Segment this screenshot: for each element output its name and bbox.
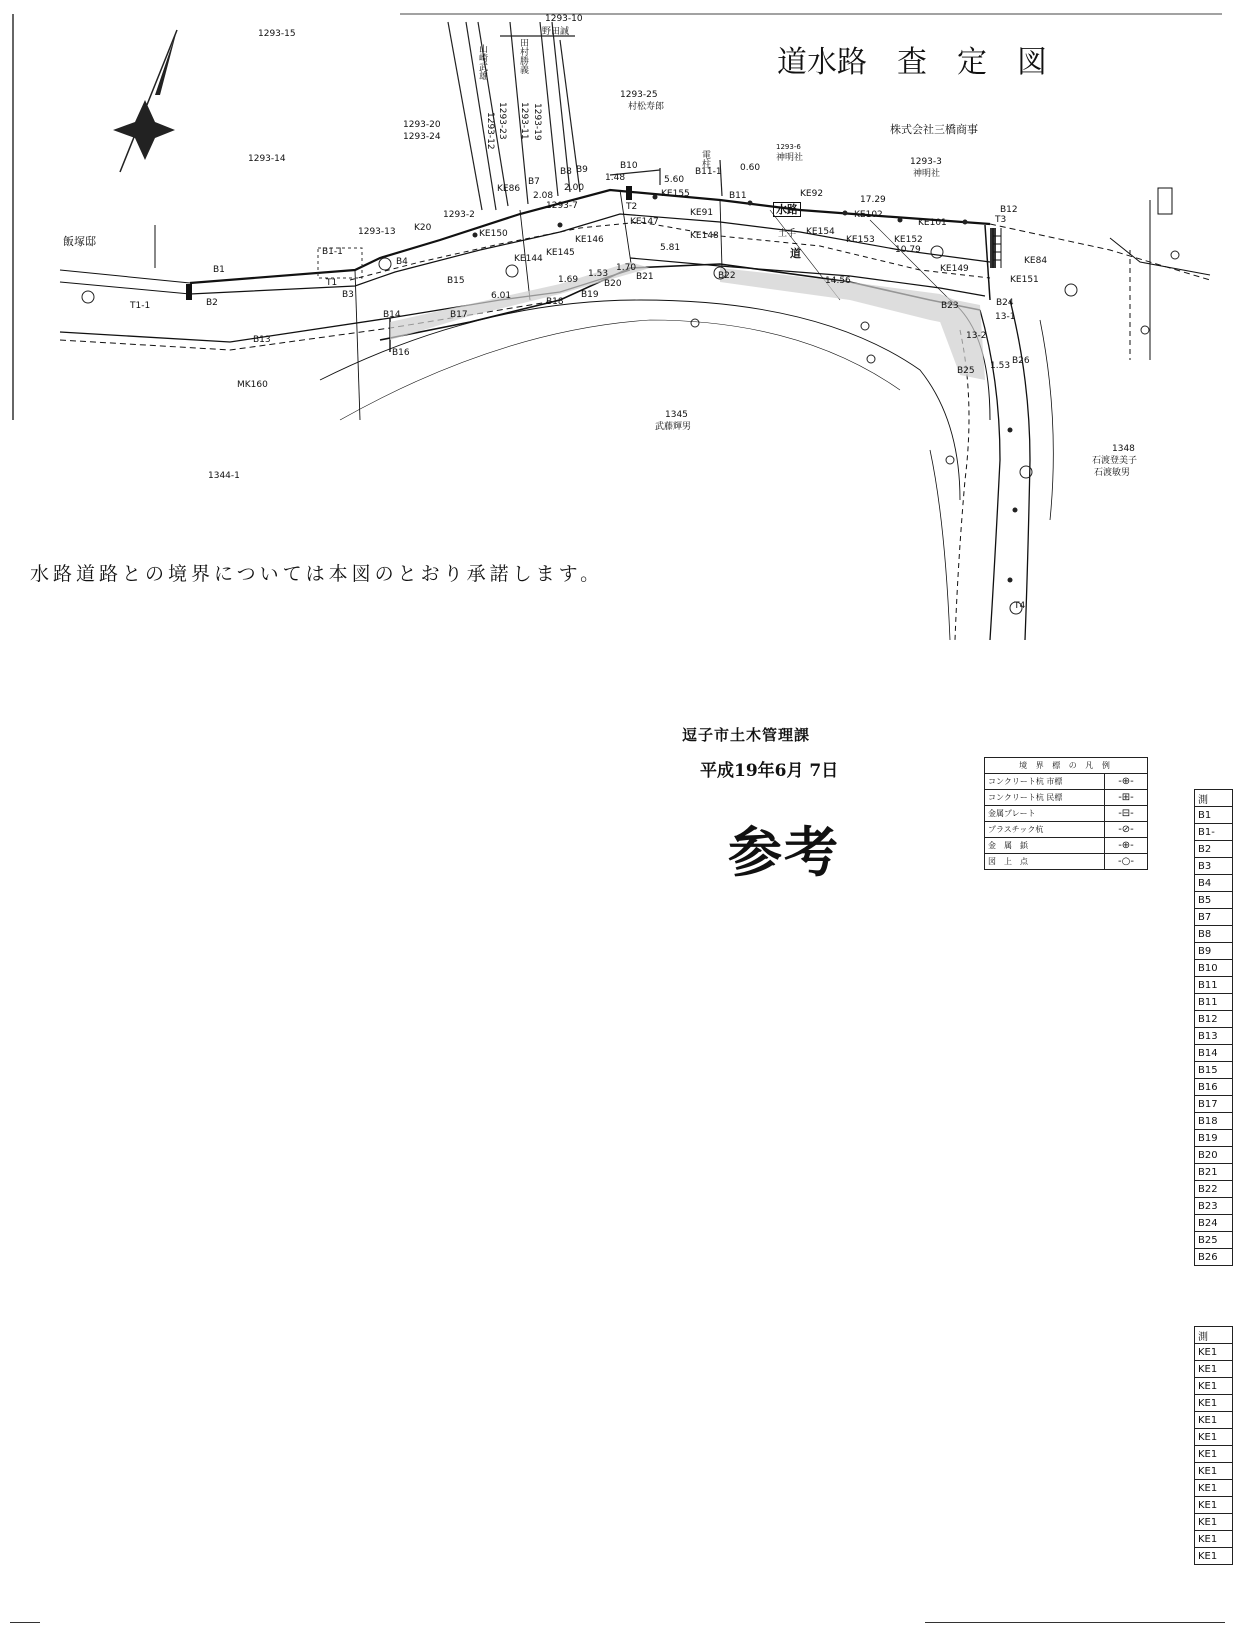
- table-row: KE1: [1195, 1361, 1233, 1378]
- table-row: B2: [1195, 841, 1233, 858]
- point-label: MK160: [237, 380, 268, 390]
- point-label: B26: [1012, 356, 1030, 366]
- table-row: B18: [1195, 1113, 1233, 1130]
- point-label: KE154: [806, 227, 835, 237]
- approval-date: 平成19年6月 7日: [700, 761, 839, 781]
- b-point-table: [1194, 789, 1233, 1266]
- distance-label: 6.01: [491, 291, 512, 301]
- point-label: B23: [941, 301, 959, 311]
- divider: [925, 1622, 1225, 1623]
- owner-label: 石渡敏男: [1094, 468, 1131, 478]
- legend-label: コンクリート杭 市標: [985, 774, 1105, 790]
- table-row: KE1: [1195, 1463, 1233, 1480]
- parcel-label: 1293-14: [248, 154, 286, 164]
- distance-label: 1.70: [616, 263, 637, 273]
- point-label: B13: [253, 335, 271, 345]
- distance-label: 5.60: [664, 175, 685, 185]
- table-row: B7: [1195, 909, 1233, 926]
- metal-rivet-marker-icon: -⊕-: [1105, 838, 1148, 854]
- point-label: KE102: [854, 210, 883, 220]
- point-label: KE153: [846, 235, 875, 245]
- distance-label: 1.69: [558, 275, 579, 285]
- table-row: B22: [1195, 1181, 1233, 1198]
- table-row: KE1: [1195, 1531, 1233, 1548]
- point-label: B20: [604, 279, 622, 289]
- distance-label: 1.48: [605, 173, 626, 183]
- distance-label: 1.53: [990, 361, 1011, 371]
- point-label: 13-1: [995, 312, 1016, 322]
- legend-label: 金属プレート: [985, 806, 1105, 822]
- distance-label: 2.08: [533, 191, 554, 201]
- distance-label: 17.29: [860, 195, 886, 205]
- table-row: B16: [1195, 1079, 1233, 1096]
- point-label: KE150: [479, 229, 508, 239]
- consent-statement: 水路道路との境界については本図のとおり承諾します。: [30, 563, 604, 585]
- parcel-label: 1293-25: [620, 90, 658, 100]
- point-label: B21: [636, 272, 654, 282]
- parcel-label: 1293-3: [910, 157, 942, 167]
- ke-point-table: [1194, 1326, 1233, 1565]
- parcel-label: 1348: [1112, 444, 1135, 454]
- owner-label: 神明社: [913, 169, 941, 179]
- distance-label: 1.53: [588, 269, 609, 279]
- table-row: KE1: [1195, 1497, 1233, 1514]
- parcel-label: 1293-7: [546, 201, 578, 211]
- owner-label: 山崎武雄: [477, 44, 487, 80]
- point-label: KE146: [575, 235, 604, 245]
- point-label: KE101: [918, 218, 947, 228]
- point-label: B1-1: [322, 247, 343, 257]
- table-row: B1: [1195, 807, 1233, 824]
- table-row: B5: [1195, 892, 1233, 909]
- owner-label: 野田誠: [542, 27, 570, 37]
- owner-label: 石渡登美子: [1092, 456, 1138, 466]
- north-arrow-icon: [113, 30, 177, 172]
- table-row: B4: [1195, 875, 1233, 892]
- parcel-label: 1293-6: [776, 143, 801, 151]
- legend-label: コンクリート杭 民標: [985, 790, 1105, 806]
- point-label: KE155: [661, 189, 690, 199]
- point-label: KE91: [690, 208, 714, 218]
- parcel-label: 1345: [665, 410, 688, 420]
- point-label: KE144: [514, 254, 543, 264]
- point-label: B25: [957, 366, 975, 376]
- point-label: B17: [450, 310, 468, 320]
- table-header: 測: [1195, 790, 1233, 807]
- table-row: B26: [1195, 1249, 1233, 1266]
- company-name: 株式会社三橋商事: [890, 123, 978, 136]
- table-header: 測: [1195, 1327, 1233, 1344]
- boundary-marker-legend: [984, 757, 1148, 870]
- owner-label: 神明社: [776, 153, 804, 163]
- owner-label: 村松寿郎: [628, 102, 665, 112]
- point-label: 13-2: [966, 331, 987, 341]
- point-label: B3: [342, 290, 354, 300]
- table-row: B9: [1195, 943, 1233, 960]
- parcel-label: 1293-12: [485, 112, 495, 150]
- legend-label: 金 属 鋲: [985, 838, 1105, 854]
- point-label: B22: [718, 271, 736, 281]
- map-point-marker-icon: -○-: [1105, 854, 1148, 870]
- point-label: B14: [383, 310, 401, 320]
- point-label: KE147: [630, 217, 659, 227]
- metal-plate-marker-icon: -⊟-: [1105, 806, 1148, 822]
- point-label: B11-1: [695, 167, 722, 177]
- table-row: B25: [1195, 1232, 1233, 1249]
- point-label: B4: [396, 257, 408, 267]
- parcel-label: 1293-20: [403, 120, 441, 130]
- road-label: 道: [790, 247, 801, 260]
- distance-label: 2.00: [564, 183, 585, 193]
- point-label: T1-1: [130, 301, 151, 311]
- point-label: KE148: [690, 231, 719, 241]
- table-row: B1-: [1195, 824, 1233, 841]
- parcel-label: 1293-11: [519, 102, 529, 140]
- point-label: T1: [326, 278, 338, 288]
- point-label: B11: [729, 191, 747, 201]
- point-label: B12: [1000, 205, 1018, 215]
- point-label: KE149: [940, 264, 969, 274]
- distance-label: 5.81: [660, 243, 681, 253]
- reference-stamp: 参考: [728, 820, 840, 884]
- legend-title: 境 界 標 の 凡 例: [985, 758, 1148, 774]
- point-label: B16: [392, 348, 410, 358]
- parcel-label: 1293-24: [403, 132, 441, 142]
- concrete-private-marker-icon: -⊞-: [1105, 790, 1148, 806]
- point-label: B10: [620, 161, 638, 171]
- owner-label: 武藤輝男: [655, 422, 692, 432]
- point-label: KE84: [1024, 256, 1048, 266]
- legend-label: プラスチック杭: [985, 822, 1105, 838]
- table-row: B23: [1195, 1198, 1233, 1215]
- table-row: B11: [1195, 977, 1233, 994]
- table-row: KE1: [1195, 1412, 1233, 1429]
- point-label: KE152: [894, 235, 923, 245]
- table-row: KE1: [1195, 1429, 1233, 1446]
- point-label: B15: [447, 276, 465, 286]
- table-row: B24: [1195, 1215, 1233, 1232]
- point-label: KE92: [800, 189, 824, 199]
- table-row: B19: [1195, 1130, 1233, 1147]
- pole-label: 電柱: [700, 150, 710, 168]
- divider: [10, 1622, 40, 1623]
- point-label: B1: [213, 265, 225, 275]
- table-row: KE1: [1195, 1378, 1233, 1395]
- channel-label: 水路: [773, 202, 801, 217]
- parcel-label: 1293-2: [443, 210, 475, 220]
- point-label: B19: [581, 290, 599, 300]
- page-title: 道水路 査 定 図: [777, 45, 1047, 80]
- point-label: KE86: [497, 184, 521, 194]
- table-row: KE1: [1195, 1480, 1233, 1497]
- table-row: B3: [1195, 858, 1233, 875]
- issuing-office: 逗子市土木管理課: [682, 726, 811, 744]
- table-row: B12: [1195, 1011, 1233, 1028]
- table-row: B8: [1195, 926, 1233, 943]
- point-label: T4: [1014, 601, 1026, 611]
- point-label: K20: [414, 223, 432, 233]
- owner-label: 飯塚邸: [63, 235, 96, 248]
- legend-label: 図 上 点: [985, 854, 1105, 870]
- table-row: B20: [1195, 1147, 1233, 1164]
- table-row: KE1: [1195, 1548, 1233, 1565]
- parcel-label: 1293-15: [258, 29, 296, 39]
- table-row: KE1: [1195, 1395, 1233, 1412]
- point-label: B8: [560, 167, 572, 177]
- plastic-stake-marker-icon: -⊘-: [1105, 822, 1148, 838]
- table-row: B13: [1195, 1028, 1233, 1045]
- parcel-label: 1293-23: [497, 102, 507, 140]
- point-label: B18: [546, 297, 564, 307]
- point-label: B24: [996, 298, 1014, 308]
- point-label: T3: [995, 215, 1007, 225]
- table-row: B11: [1195, 994, 1233, 1011]
- table-row: KE1: [1195, 1446, 1233, 1463]
- point-label: B2: [206, 298, 218, 308]
- parcel-label: 1293-13: [358, 227, 396, 237]
- parcel-label: 1293-10: [545, 14, 583, 24]
- bank-label: 土手: [778, 229, 797, 239]
- point-label: T2: [626, 202, 638, 212]
- point-label: KE145: [546, 248, 575, 258]
- point-label: B7: [528, 177, 540, 187]
- parcel-label: 1344-1: [208, 471, 240, 481]
- point-label: KE151: [1010, 275, 1039, 285]
- concrete-city-marker-icon: -⊕-: [1105, 774, 1148, 790]
- point-label: B9: [576, 165, 588, 175]
- table-row: B15: [1195, 1062, 1233, 1079]
- table-row: B21: [1195, 1164, 1233, 1181]
- owner-label: 田村勝義: [518, 38, 528, 74]
- distance-label: 14.56: [825, 276, 851, 286]
- table-row: B10: [1195, 960, 1233, 977]
- distance-label: 10.79: [895, 245, 921, 255]
- distance-label: 0.60: [740, 163, 761, 173]
- table-row: B14: [1195, 1045, 1233, 1062]
- parcel-label: 1293-19: [532, 103, 542, 141]
- table-row: KE1: [1195, 1514, 1233, 1531]
- table-row: KE1: [1195, 1344, 1233, 1361]
- table-row: B17: [1195, 1096, 1233, 1113]
